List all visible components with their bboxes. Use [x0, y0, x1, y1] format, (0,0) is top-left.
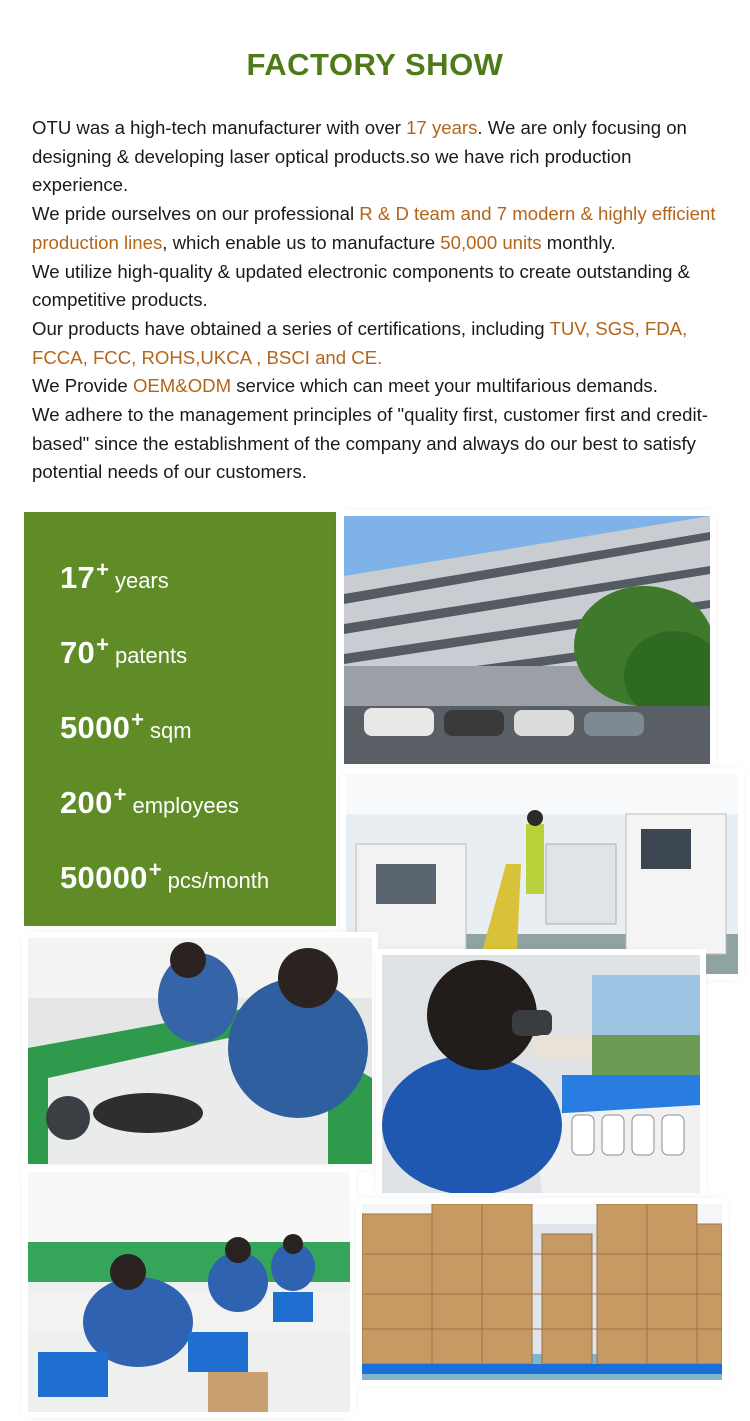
intro-paragraph-2: We pride ourselves on our professional R & D team and 7 modern & highly efficient production lines, which enable us to manufacture 50,000 units monthly. [32, 203, 716, 253]
intro-paragraph-5: We Provide OEM&ODM service which can meet your multifarious demands. [32, 375, 658, 397]
intro-paragraph-6: We adhere to the management principles of "quality first, customer first and credit-based" since the establishment of the company and always do our best to satisfy potential needs of our customers. [32, 404, 708, 483]
stat-area: 5000+ sqm [60, 707, 192, 745]
photo-warehouse-boxes [362, 1204, 722, 1380]
stats-panel [24, 512, 336, 926]
photo-optics-inspection [382, 955, 700, 1193]
intro-paragraph-1: OTU was a high-tech manufacturer with over 17 years. We are only focusing on designing & developing laser optical products.so we have rich production experience. [32, 117, 687, 196]
intro-paragraph-4: Our products have obtained a series of certifications, including TUV, SGS, FDA, FCCA, FCC, ROHS,UKCA , BSCI and CE. [32, 317, 688, 368]
photo-workshop-benches [28, 1172, 350, 1412]
photo-production-line [346, 774, 738, 974]
stat-employees: 200+ employees [60, 782, 239, 820]
stat-patents: 70+ patents [60, 632, 188, 670]
photo-assembly-workers [28, 938, 372, 1164]
photo-factory-building [344, 516, 710, 764]
page-title: FACTORY SHOW [246, 47, 504, 82]
intro-paragraph-3: We utilize high-quality & updated electronic components to create outstanding & competitive products. [32, 260, 691, 311]
stat-capacity: 50000+ pcs/month [60, 857, 270, 895]
intro-text [32, 114, 732, 487]
stat-years: 17+ years [60, 557, 169, 595]
